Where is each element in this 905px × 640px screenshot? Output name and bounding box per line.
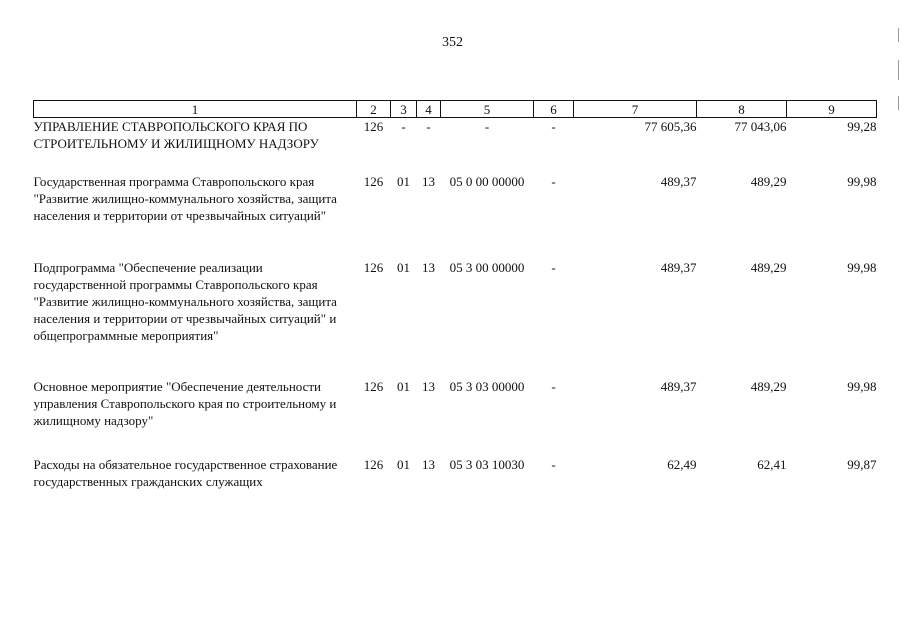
row-name: Основное мероприятие "Обеспечение деятельности управления Ставропольского края по строительному и жилищному надзору" [33, 379, 337, 428]
cell-execution-percent: 99,98 [847, 379, 877, 394]
cell-section: 01 [397, 379, 410, 394]
cell-subsection: 13 [422, 379, 435, 394]
scan-edge-mark [898, 96, 899, 110]
table-row [34, 456, 877, 516]
column-header-4: 4 [417, 101, 441, 118]
column-header-7: 7 [574, 101, 697, 118]
row-name: УПРАВЛЕНИЕ СТАВРОПОЛЬСКОГО КРАЯ ПО СТРОИТЕЛЬНОМУ И ЖИЛИЩНОМУ НАДЗОРУ [33, 119, 319, 151]
scan-edge-mark [898, 60, 899, 80]
cell-target-article: 05 3 03 10030 [449, 457, 525, 472]
cell-section: 01 [397, 457, 410, 472]
cell-planned-amount: 489,37 [660, 260, 697, 275]
cell-expense-type: - [551, 457, 556, 472]
cell-actual-amount: 489,29 [750, 260, 787, 275]
cell-planned-amount: 489,37 [660, 379, 697, 394]
column-header-9: 9 [787, 101, 877, 118]
column-header-2: 2 [357, 101, 391, 118]
cell-target-article: 05 0 00 00000 [449, 174, 525, 189]
table-row [34, 378, 877, 456]
cell-ministry-code: 126 [363, 119, 384, 134]
cell-section: - [401, 119, 406, 134]
cell-expense-type: - [551, 260, 556, 275]
cell-subsection: 13 [422, 174, 435, 189]
cell-target-article: 05 3 00 00000 [449, 260, 525, 275]
cell-section: 01 [397, 174, 410, 189]
cell-expense-type: - [551, 174, 556, 189]
cell-subsection: - [426, 119, 431, 134]
column-header-1: 1 [34, 101, 357, 118]
row-name: Подпрограмма "Обеспечение реализации государственной программы Ставропольского края "Развитие жилищно-коммунального хозяйства, защита населения и территории от чрезвычайных ситуаций" и общепрограммные мероприятия" [33, 260, 337, 343]
cell-expense-type: - [551, 119, 556, 134]
scan-edge-mark [898, 28, 899, 42]
cell-expense-type: - [551, 379, 556, 394]
cell-target-article: 05 3 03 00000 [449, 379, 525, 394]
cell-ministry-code: 126 [363, 174, 384, 189]
cell-execution-percent: 99,98 [847, 260, 877, 275]
page-number: 352 [442, 35, 463, 50]
cell-execution-percent: 99,87 [847, 457, 877, 472]
row-name: Государственная программа Ставропольского края "Развитие жилищно-коммунального хозяйства, защита населения и территории от чрезвычайных ситуаций" [33, 174, 337, 223]
cell-actual-amount: 62,41 [757, 457, 787, 472]
table-row [34, 173, 877, 259]
cell-planned-amount: 489,37 [660, 174, 697, 189]
table-row [34, 259, 877, 378]
cell-subsection: 13 [422, 457, 435, 472]
cell-execution-percent: 99,98 [847, 174, 877, 189]
column-header-3: 3 [391, 101, 417, 118]
cell-execution-percent: 99,28 [847, 119, 877, 134]
cell-actual-amount: 77 043,06 [734, 119, 787, 134]
cell-actual-amount: 489,29 [750, 379, 787, 394]
cell-actual-amount: 489,29 [750, 174, 787, 189]
column-header-8: 8 [697, 101, 787, 118]
cell-subsection: 13 [422, 260, 435, 275]
cell-target-article: - [484, 119, 490, 134]
cell-section: 01 [397, 260, 410, 275]
cell-planned-amount: 77 605,36 [644, 119, 697, 134]
cell-ministry-code: 126 [363, 457, 384, 472]
row-name: Расходы на обязательное государственное страхование государственных гражданских служащих [33, 457, 338, 489]
cell-ministry-code: 126 [363, 260, 384, 275]
budget-execution-table [33, 100, 877, 516]
cell-ministry-code: 126 [363, 379, 384, 394]
cell-planned-amount: 62,49 [667, 457, 697, 472]
table-row [34, 118, 877, 174]
header-row [34, 101, 877, 118]
column-header-5: 5 [441, 101, 534, 118]
column-header-6: 6 [534, 101, 574, 118]
